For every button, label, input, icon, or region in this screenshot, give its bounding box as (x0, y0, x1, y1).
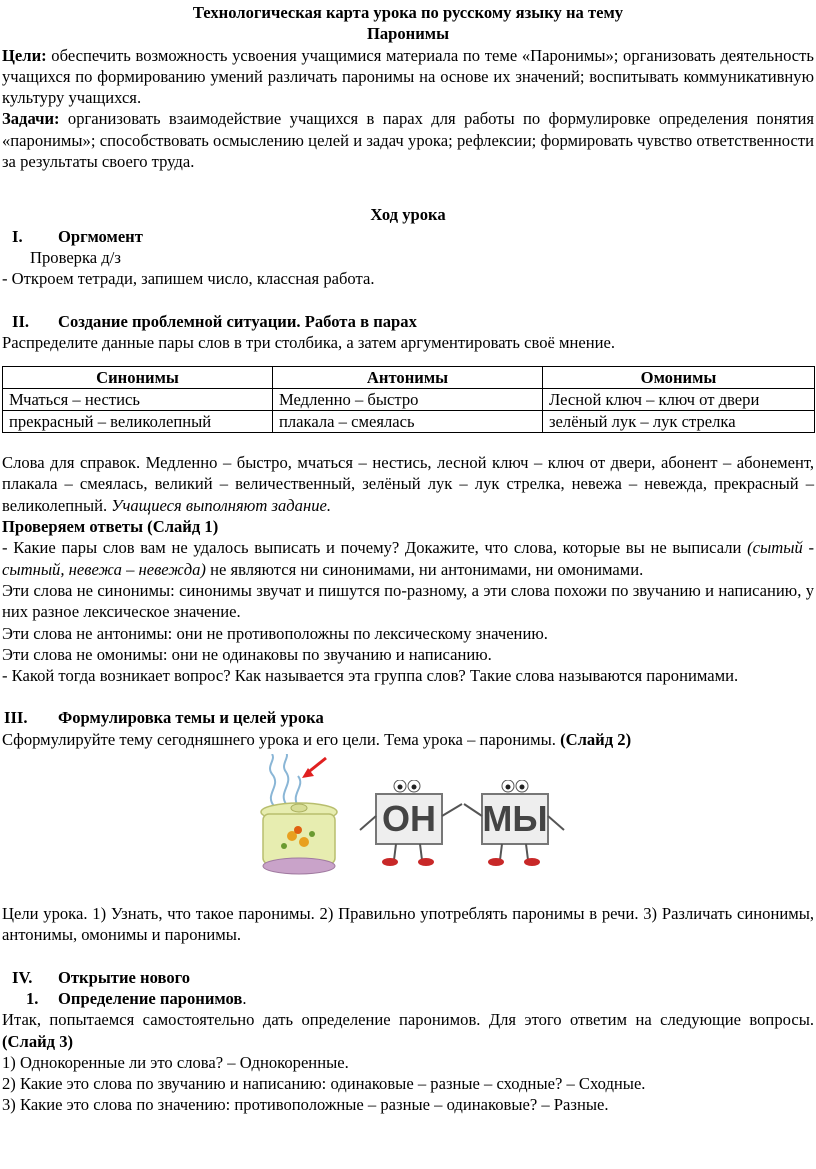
doc-title-line1: Технологическая карта урока по русскому языку на тему (192, 3, 624, 22)
question-2: 2) Какие это слова по звучанию и написанию: одинаковые – разные – сходные? – Сходные. (2, 1074, 646, 1094)
pot-illustration (254, 754, 344, 884)
document-page (2, 2, 814, 1116)
card-my-label: МЫ (482, 798, 548, 840)
course-title: Ход урока (370, 205, 446, 225)
header-homonyms: Омонимы (543, 367, 815, 389)
check-question-end: не являются ни синонимами, ни антонимами, ни омонимами. (205, 559, 644, 579)
section-1-title: Оргмомент (58, 226, 143, 246)
goals-label: Цели: (2, 45, 47, 65)
subsection-1-number: 1. (26, 988, 39, 1008)
table-row (3, 389, 815, 411)
tasks-paragraph (2, 108, 814, 172)
table-cell: Медленно – быстро (273, 389, 543, 411)
goals-text: обеспечить возможность усвоения учащимися материала по теме «Паронимы»; организовать деятельность учащихся по формированию умений различать паронимы на основе их значений; воспитывать коммуникативную культуру учащихся. (2, 45, 814, 108)
question-1: 1) Однокоренные ли это слова? – Однокоренные. (2, 1052, 349, 1072)
section-2-number: II. (12, 311, 30, 331)
section-4-intro-text: Итак, попытаемся самостоятельно дать определение паронимов. Для этого ответим на следующие вопросы. (2, 1010, 814, 1030)
check-question-start: - Какие пары слов вам не удалось выписать и почему? Докажите, что слова, которые вы не выписали (2, 538, 748, 558)
lesson-goals: Цели урока. 1) Узнать, что такое паронимы. 2) Правильно употреблять паронимы в речи. 3) Различать синонимы, антонимы, омонимы и паронимы. (2, 904, 814, 945)
subsection-1-heading (2, 988, 814, 1009)
slide-2-ref: (Слайд 2) (560, 729, 632, 749)
steam-line (270, 754, 275, 806)
section-4-title: Открытие нового (58, 967, 191, 987)
not-homonyms: Эти слова не омонимы: они не одинаковы по звучанию и написанию. (2, 644, 492, 664)
paronyms-question: - Какой тогда возникает вопрос? Как называется эта группа слов? Такие слова называются паронимами. (2, 666, 739, 686)
section-3-title: Формулировка темы и целей урока (58, 708, 324, 728)
section-3-heading (2, 707, 814, 728)
homework-check: Проверка д/з (30, 247, 121, 267)
table-cell: прекрасный – великолепный (3, 411, 273, 433)
question-3: 3) Какие это слова по значению: противоположные – разные – одинаковые? – Разные. (2, 1095, 609, 1115)
tasks-text: организовать взаимодействие учащихся в парах для работы по формулировке определения понятия «паронимы»; способствовать осмыслению целей и задач урока; рефлексии; формировать чувство ответственности за результаты своего труда. (2, 109, 814, 172)
section-3-text-main: Сформулируйте тему сегодняшнего урока и его цели. Тема урока – паронимы. (2, 729, 561, 749)
illustration (2, 750, 814, 900)
subsection-1-dot: . (242, 988, 247, 1008)
header-antonyms: Антонимы (273, 367, 543, 389)
doc-title-line2: Паронимы (366, 24, 450, 44)
word-pairs-table (2, 366, 815, 433)
table-cell: зелёный лук – лук стрелка (543, 411, 815, 433)
table-cell: Мчаться – нестись (3, 389, 273, 411)
table-header-row (3, 367, 815, 389)
goals-paragraph (2, 45, 814, 109)
reference-text: Слова для справок. Медленно – быстро, мчаться – нестись, лесной ключ – ключ от двери, абонент – абонемент, плакала – смеялась, великий – величественный, зелёный лук – лук стрелка, невежа – невежда, прекрасный – великолепный. (2, 453, 814, 515)
reference-words (2, 452, 814, 516)
reference-italic: Учащиеся выполняют задание. (111, 495, 332, 515)
subsection-1-title: Определение паронимов (58, 988, 243, 1008)
section-2-instruction: Распределите данные пары слов в три столбика, а затем аргументировать своё мнение. (2, 332, 616, 352)
check-question (2, 537, 814, 580)
slide-3-ref: (Слайд 3) (2, 1031, 74, 1051)
check-question-italic: (сытый - сытный, невежа – невежда) (2, 538, 814, 579)
section-2-heading (2, 311, 814, 332)
not-antonyms: Эти слова не антонимы: они не противоположны по лексическому значению. (2, 623, 548, 643)
not-synonyms: Эти слова не синонимы: синонимы звучат и пишутся по-разному, а эти слова похожи по звучанию и написанию, у них разное лексическое значение. (2, 580, 814, 622)
header-synonyms: Синонимы (3, 367, 273, 389)
section-4-number: IV. (12, 967, 33, 987)
card-on-label: ОН (382, 798, 436, 840)
tasks-label: Задачи: (2, 109, 60, 129)
section-3-text (2, 729, 814, 750)
table-row (3, 411, 815, 433)
steam-line (284, 754, 289, 804)
table-cell: плакала – смеялась (273, 411, 543, 433)
section-2-title: Создание проблемной ситуации. Работа в парах (58, 311, 417, 331)
table-cell: Лесной ключ – ключ от двери (543, 389, 815, 411)
section-4-intro (2, 1009, 814, 1052)
section-3-number: III. (4, 708, 28, 728)
open-notebooks: - Откроем тетради, запишем число, классная работа. (2, 269, 375, 289)
section-4-heading (2, 967, 814, 988)
section-1-heading (2, 226, 814, 247)
check-heading: Проверяем ответы (Слайд 1) (2, 517, 219, 537)
steam-line (296, 776, 301, 806)
section-1-number: I. (12, 226, 23, 246)
